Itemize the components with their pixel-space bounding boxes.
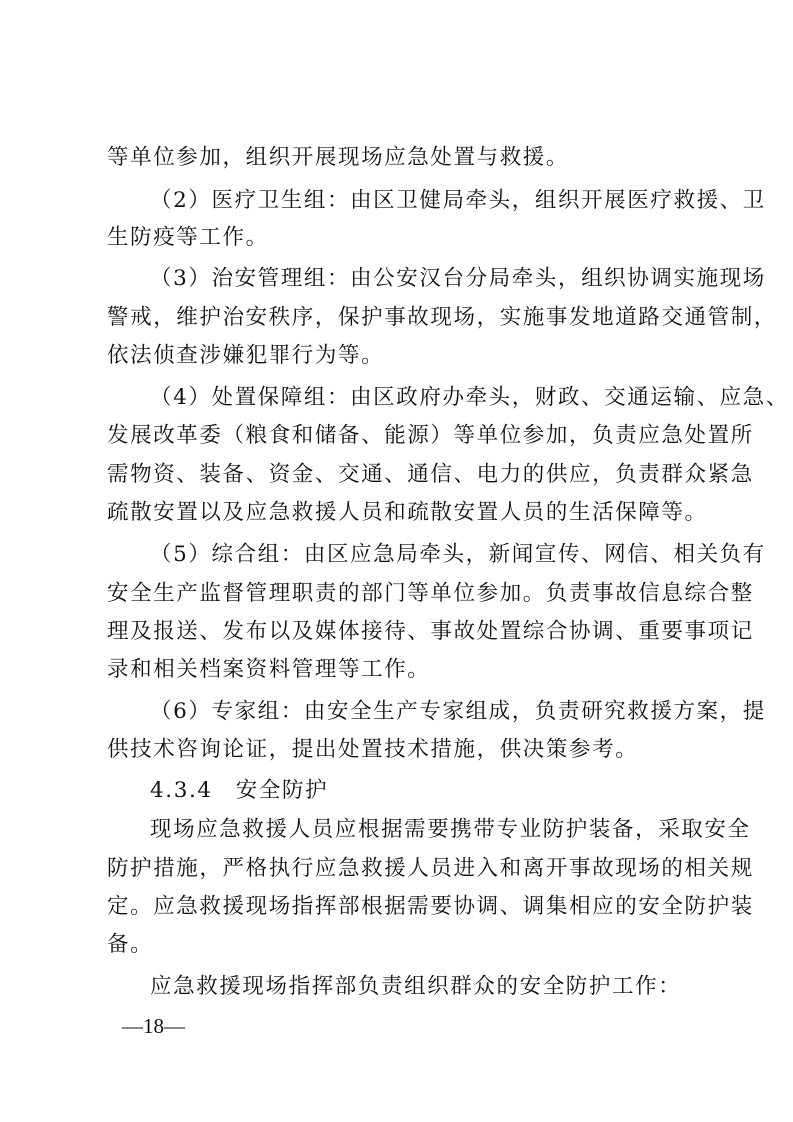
- paragraph-line-1: 等单位参加，组织开展现场应急处置与救援。: [107, 145, 570, 170]
- paragraph-line-10: 疏散安置以及应急救援人员和疏散安置人员的生活保障等。: [107, 500, 708, 525]
- paragraph-line-7: （4）处置保障组：由区政府办牵头，财政、交通运输、应急、: [150, 385, 789, 410]
- paragraph-line-13: 理及报送、发布以及媒体接待、事故处置综合协调、重要事项记: [107, 619, 754, 644]
- paragraph-line-9: 需物资、装备、资金、交通、通信、电力的供应，负责群众紧急: [107, 462, 754, 487]
- paragraph-line-5: 警戒，维护治安秩序，保护事故现场，实施事发地道路交通管制，: [107, 305, 777, 330]
- paragraph-line-20: 备。: [107, 932, 154, 957]
- section-heading: 4.3.4 安全防护: [150, 778, 329, 803]
- paragraph-line-4: （3）治安管理组：由公安汉台分局牵头，组织协调实施现场: [150, 266, 766, 291]
- paragraph-line-3: 生防疫等工作。: [107, 225, 269, 250]
- paragraph-line-14: 录和相关档案资料管理等工作。: [107, 657, 431, 682]
- paragraph-line-21: 应急救援现场指挥部负责组织群众的安全防护工作：: [150, 974, 682, 999]
- paragraph-line-8: 发展改革委（粮食和储备、能源）等单位参加，负责应急处置所: [107, 423, 754, 448]
- paragraph-line-6: 依法侦查涉嫌犯罪行为等。: [107, 343, 385, 368]
- paragraph-line-12: 安全生产监督管理职责的部门等单位参加。负责事故信息综合整: [107, 581, 754, 606]
- page-number: —18—: [122, 1014, 185, 1038]
- paragraph-line-2: （2）医疗卫生组：由区卫健局牵头，组织开展医疗救援、卫: [150, 188, 766, 213]
- paragraph-line-15: （6）专家组：由安全生产专家组成，负责研究救援方案，提: [150, 699, 766, 724]
- paragraph-line-11: （5）综合组：由区应急局牵头，新闻宣传、网信、相关负有: [150, 542, 766, 567]
- paragraph-line-19: 定。应急救援现场指挥部根据需要协调、调集相应的安全防护装: [107, 894, 754, 919]
- paragraph-line-16: 供技术咨询论证，提出处置技术措施，供决策参考。: [107, 737, 639, 762]
- paragraph-line-17: 现场应急救援人员应根据需要携带专业防护装备，采取安全: [150, 817, 751, 842]
- paragraph-line-18: 防护措施，严格执行应急救援人员进入和离开事故现场的相关规: [107, 856, 754, 881]
